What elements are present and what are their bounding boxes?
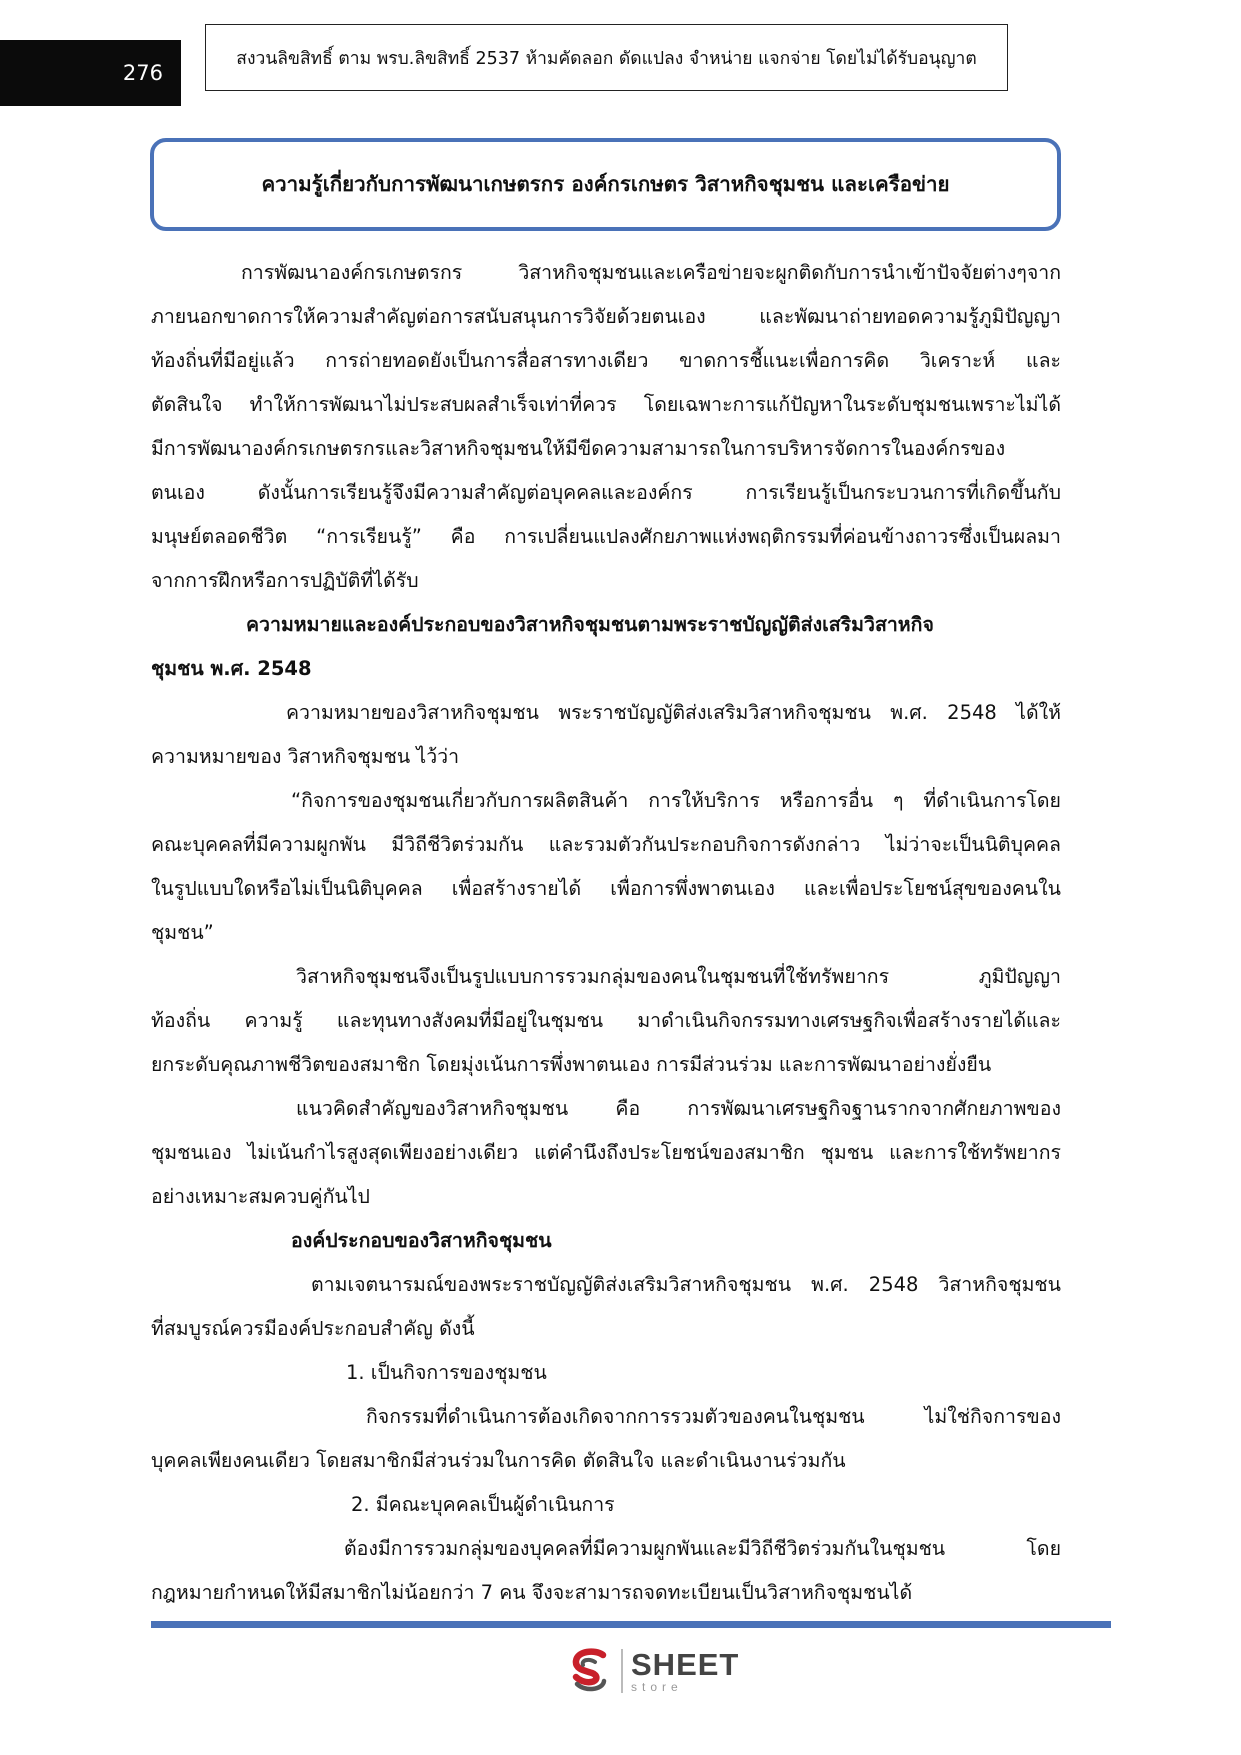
section-title: ความรู้เกี่ยวกับการพัฒนาเกษตรกร องค์กรเกษตร วิสาหกิจชุมชน และเครือข่าย bbox=[150, 138, 1061, 231]
page-number: 276 bbox=[0, 40, 181, 106]
body-line: ความหมายของวิสาหกิจชุมชน พระราชบัญญัติส่งเสริมวิสาหกิจชุมชน พ.ศ. 2548 ได้ให้ bbox=[286, 701, 1061, 724]
body-line: ต้องมีการรวมกลุ่มของบุคคลที่มีความผูกพันและมีวิถีชีวิตร่วมกันในชุมชน โดย bbox=[344, 1537, 1061, 1560]
body-line: มนุษย์ตลอดชีวิต “การเรียนรู้” คือ การเปลี่ยนแปลงศักยภาพแห่งพฤติกรรมที่ค่อนข้างถาวรซึ่งเป็นผลมา bbox=[151, 525, 1061, 548]
sheet-logo-icon bbox=[565, 1646, 615, 1696]
body-line: อย่างเหมาะสมควบคู่กันไป bbox=[151, 1185, 370, 1208]
body-line: ที่สมบูรณ์ควรมีองค์ประกอบสำคัญ ดังนี้ bbox=[151, 1317, 475, 1340]
body-line: กฎหมายกำหนดให้มีสมาชิกไม่น้อยกว่า 7 คน จึงจะสามารถจดทะเบียนเป็นวิสาหกิจชุมชนได้ bbox=[151, 1581, 913, 1604]
list-item: 2. มีคณะบุคคลเป็นผู้ดำเนินการ bbox=[351, 1493, 615, 1516]
body-line: แนวคิดสำคัญของวิสาหกิจชุมชน คือ การพัฒนาเศรษฐกิจฐานรากจากศักยภาพของ bbox=[296, 1097, 1061, 1120]
body-line: ท้องถิ่น ความรู้ และทุนทางสังคมที่มีอยู่ในชุมชน มาดำเนินกิจกรรมทางเศรษฐกิจเพื่อสร้างรายได้และ bbox=[151, 1009, 1061, 1032]
body-line: ท้องถิ่นที่มีอยู่แล้ว การถ่ายทอดยังเป็นการสื่อสารทางเดียว ขาดการชี้แนะเพื่อการคิด วิเคราะห์ และ bbox=[151, 349, 1061, 372]
logo-wordmark: SHEET bbox=[631, 1647, 740, 1682]
quote-line: ในรูปแบบใดหรือไม่เป็นนิติบุคคล เพื่อสร้างรายได้ เพื่อการพึ่งพาตนเอง และเพื่อประโยชน์สุขของคนใน bbox=[151, 877, 1061, 900]
body-line: ภายนอกขาดการให้ความสำคัญต่อการสนับสนุนการวิจัยด้วยตนเอง และพัฒนาถ่ายทอดความรู้ภูมิปัญญา bbox=[151, 305, 1061, 328]
list-item: 1. เป็นกิจการของชุมชน bbox=[346, 1361, 547, 1384]
document-body bbox=[151, 251, 1061, 1615]
body-line: มีการพัฒนาองค์กรเกษตรกรและวิสาหกิจชุมชนให้มีขีดความสามารถในการบริหารจัดการในองค์กรของ bbox=[151, 437, 1006, 460]
body-line: จากการฝึกหรือการปฏิบัติที่ได้รับ bbox=[151, 569, 419, 592]
body-line: ชุมชนเอง ไม่เน้นกำไรสูงสุดเพียงอย่างเดียว แต่คำนึงถึงประโยชน์ของสมาชิก ชุมชน และการใช้ทรัพยากร bbox=[151, 1141, 1061, 1164]
body-line: กิจกรรมที่ดำเนินการต้องเกิดจากการรวมตัวของคนในชุมชน ไม่ใช่กิจการของ bbox=[366, 1405, 1061, 1428]
body-line: การพัฒนาองค์กรเกษตรกร วิสาหกิจชุมชนและเครือข่ายจะผูกติดกับการนำเข้าปัจจัยต่างๆจาก bbox=[241, 261, 1061, 284]
logo-text bbox=[631, 1649, 739, 1693]
body-line: ความหมายของ วิสาหกิจชุมชน ไว้ว่า bbox=[151, 745, 460, 768]
sheet-store-logo bbox=[565, 1644, 745, 1698]
subheading: ความหมายและองค์ประกอบของวิสาหกิจชุมชนตามพระราชบัญญัติส่งเสริมวิสาหกิจ bbox=[246, 613, 934, 636]
quote-line: “กิจการของชุมชนเกี่ยวกับการผลิตสินค้า การให้บริการ หรือการอื่น ๆ ที่ดำเนินการโดย bbox=[291, 789, 1061, 812]
subheading: ชุมชน พ.ศ. 2548 bbox=[151, 657, 312, 680]
copyright-notice: สงวนลิขสิทธิ์ ตาม พรบ.ลิขสิทธิ์ 2537 ห้ามคัดลอก ดัดแปลง จำหน่าย แจกจ่าย โดยไม่ได้รับอนุญาต bbox=[205, 24, 1008, 91]
body-line: ตัดสินใจ ทำให้การพัฒนาไม่ประสบผลสำเร็จเท่าที่ควร โดยเฉพาะการแก้ปัญหาในระดับชุมชนเพราะไม่ได้ bbox=[151, 393, 1061, 416]
quote-line: ชุมชน” bbox=[151, 921, 214, 944]
logo-subtext: store bbox=[631, 1680, 683, 1694]
footer-rule bbox=[151, 1621, 1111, 1628]
body-line: ยกระดับคุณภาพชีวิตของสมาชิก โดยมุ่งเน้นการพึ่งพาตนเอง การมีส่วนร่วม และการพัฒนาอย่างยั่งยืน bbox=[151, 1053, 992, 1076]
quote-line: คณะบุคคลที่มีความผูกพัน มีวิถีชีวิตร่วมกัน และรวมตัวกันประกอบกิจการดังกล่าว ไม่ว่าจะเป็นนิติบุคคล bbox=[151, 833, 1061, 856]
body-line: ตามเจตนารมณ์ของพระราชบัญญัติส่งเสริมวิสาหกิจชุมชน พ.ศ. 2548 วิสาหกิจชุมชน bbox=[311, 1273, 1061, 1296]
subheading: องค์ประกอบของวิสาหกิจชุมชน bbox=[291, 1229, 552, 1252]
body-line: ตนเอง ดังนั้นการเรียนรู้จึงมีความสำคัญต่อบุคคลและองค์กร การเรียนรู้เป็นกระบวนการที่เกิดขึ้นกับ bbox=[151, 481, 1061, 504]
logo-divider bbox=[621, 1649, 623, 1693]
body-line: วิสาหกิจชุมชนจึงเป็นรูปแบบการรวมกลุ่มของคนในชุมชนที่ใช้ทรัพยากร ภูมิปัญญา bbox=[296, 965, 1061, 988]
body-line: บุคคลเพียงคนเดียว โดยสมาชิกมีส่วนร่วมในการคิด ตัดสินใจ และดำเนินงานร่วมกัน bbox=[151, 1449, 846, 1472]
